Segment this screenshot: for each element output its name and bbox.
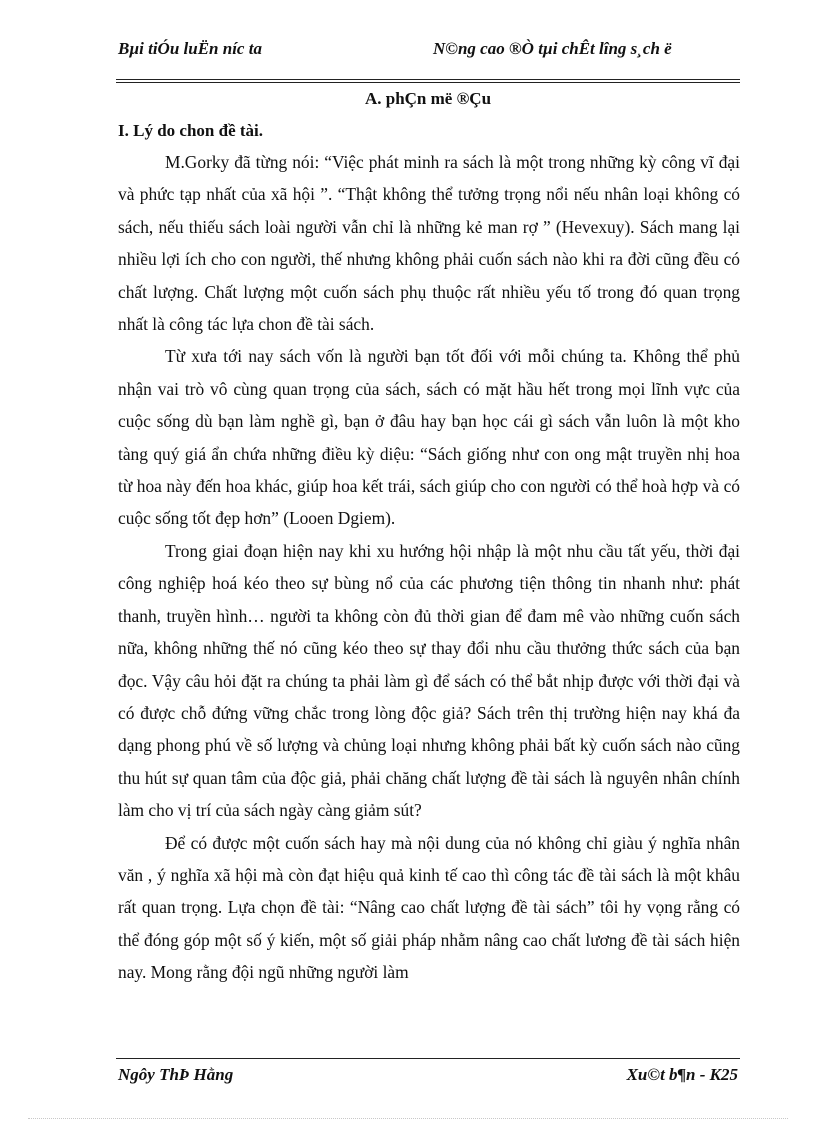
body-text (118, 146, 740, 989)
part-title: A. phÇn më ®Çu (364, 89, 492, 108)
header-rule-top (116, 79, 740, 80)
paragraph: Trong giai đoạn hiện nay khi xu hướng hội nhập là một nhu cầu tất yếu, thời đại công nghiệp hoá kéo theo sự bùng nổ của các phương tiện thông tin nhanh như: phát thanh, truyền hình… người ta không còn đủ thời gian để đam mê vào những cuốn sách nữa, không những thế nó cũng kéo theo sự thay đổi nhu cầu thưởng thức sách của bạn đọc. Vậy câu hỏi đặt ra chúng ta phải làm gì để sách có thể bắt nhịp được với thời đại và có được chỗ đứng vững chắc trong lòng độc giả? Sách trên thị trường hiện nay khá đa dạng phong phú về số lượng và chủng loại nhưng không phải bất kỳ cuốn sách nào cũng thu hút sự quan tâm của độc giả, phải chăng chất lượng đề tài sách là nguyên nhân chính làm cho vị trí của sách ngày càng giảm sút? (118, 540, 740, 821)
footer-author: Ngôy ThÞ Hằng (118, 1065, 234, 1084)
header-rule-bottom (116, 82, 740, 83)
paragraph: Để có được một cuốn sách hay mà nội dung của nó không chỉ giàu ý nghĩa nhân văn , ý nghĩa xã hội mà còn đạt hiệu quả kinh tế cao thì công tác đề tài sách là một khâu rất quan trọng. Lựa chọn đề tài: “Nâng cao chất lượng đề tài sách” tôi hy vọng rằng có thể đóng góp một số ý kiến, một số giải pháp nhằm nâng cao chất lương đề tài sách hiện nay. Mong rằng đội ngũ những người làm (118, 832, 740, 983)
paragraph: M.Gorky đã từng nói: “Việc phát minh ra sách là một trong những kỳ công vĩ đại và phức tạp nhất của xã hội ”. “Thật không thể tưởng trọng nổi nếu nhân loại không có sách, nếu thiếu sách loài người vẫn chỉ là những kẻ man rợ ” (Hevexuy). Sách mang lại nhiều lợi ích cho con người, thế nhưng không phải cuốn sách nào khi ra đời cũng đều có chất lượng. Chất lượng một cuốn sách phụ thuộc rất nhiều yếu tố trong đó quan trọng nhất là công tác lựa chon đề tài sách. (118, 152, 740, 335)
paragraph: Từ xưa tới nay sách vốn là người bạn tốt đối với mỗi chúng ta. Không thể phủ nhận vai trò vô cùng quan trọng của sách, sách có mặt hầu hết trong mọi lĩnh vực của cuộc sống dù bạn làm nghề gì, bạn ở đâu hay bạn học cái gì sách vẫn luôn là một kho tàng quý giá ẩn chứa những điều kỳ diệu: “Sách giống như con ong mật truyền nhị hoa từ hoa này đến hoa khác, giúp hoa kết trái, sách giúp cho con người có thể hoà hợp và có cuộc sống tốt đẹp hơn” (Looen Dgiem). (118, 346, 740, 529)
page-edge-dotted (28, 1118, 788, 1119)
footer-class: Xu©t b¶n - K25 (626, 1065, 738, 1084)
header-left-title: Bµi tiÓu luËn níc ta (118, 39, 262, 58)
footer-rule (116, 1058, 740, 1059)
header-right-title: N©ng cao ®Ò tµi chÊt lîng s¸ch ë (433, 39, 672, 58)
section-title: I. Lý do chon đề tài. (118, 121, 263, 140)
